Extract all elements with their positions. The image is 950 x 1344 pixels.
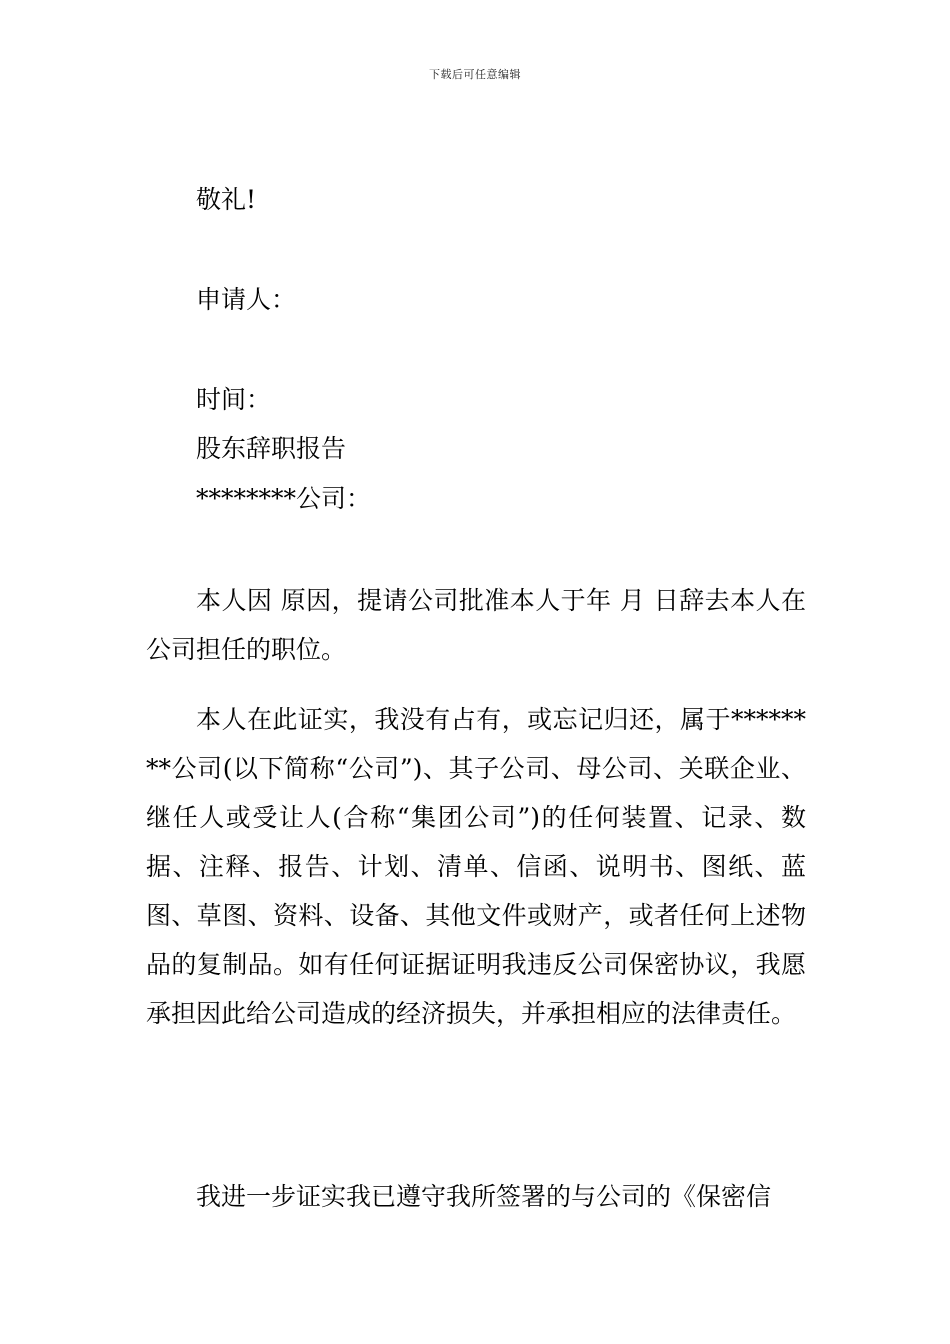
applicant-label: 申请人： xyxy=(196,285,297,314)
paragraph-2: 本人在此证实，我没有占有，或忘记归还，属于********公司(以下简称“公司”)、其子公司、母公司、关联企业、继任人或受让人(合称“集团公司”)的任何装置、记录、数据、注释、报告、计划、清单、信函、说明书、图纸、蓝图、草图、资料、设备、其他文件或财产，或者任何上述物品的复制品。如有任何证据证明我违反公司保密协议，我愿承担因此给公司造成的经济损失，并承担相应的法律责任。 xyxy=(146,705,806,1028)
time-label: 时间： xyxy=(196,385,272,414)
page-header-note: 下载后可任意编辑 xyxy=(429,68,521,81)
paragraph-1: 本人因 原因，提请公司批准本人于年 月 日辞去本人在公司担任的职位。 xyxy=(146,586,806,664)
paragraph-3: 我进一步证实我已遵守我所签署的与公司的《保密信 xyxy=(196,1182,772,1211)
salutation: 敬礼! xyxy=(196,185,257,214)
document-title: 股东辞职报告 xyxy=(196,434,347,463)
addressee: ********公司： xyxy=(196,484,372,513)
